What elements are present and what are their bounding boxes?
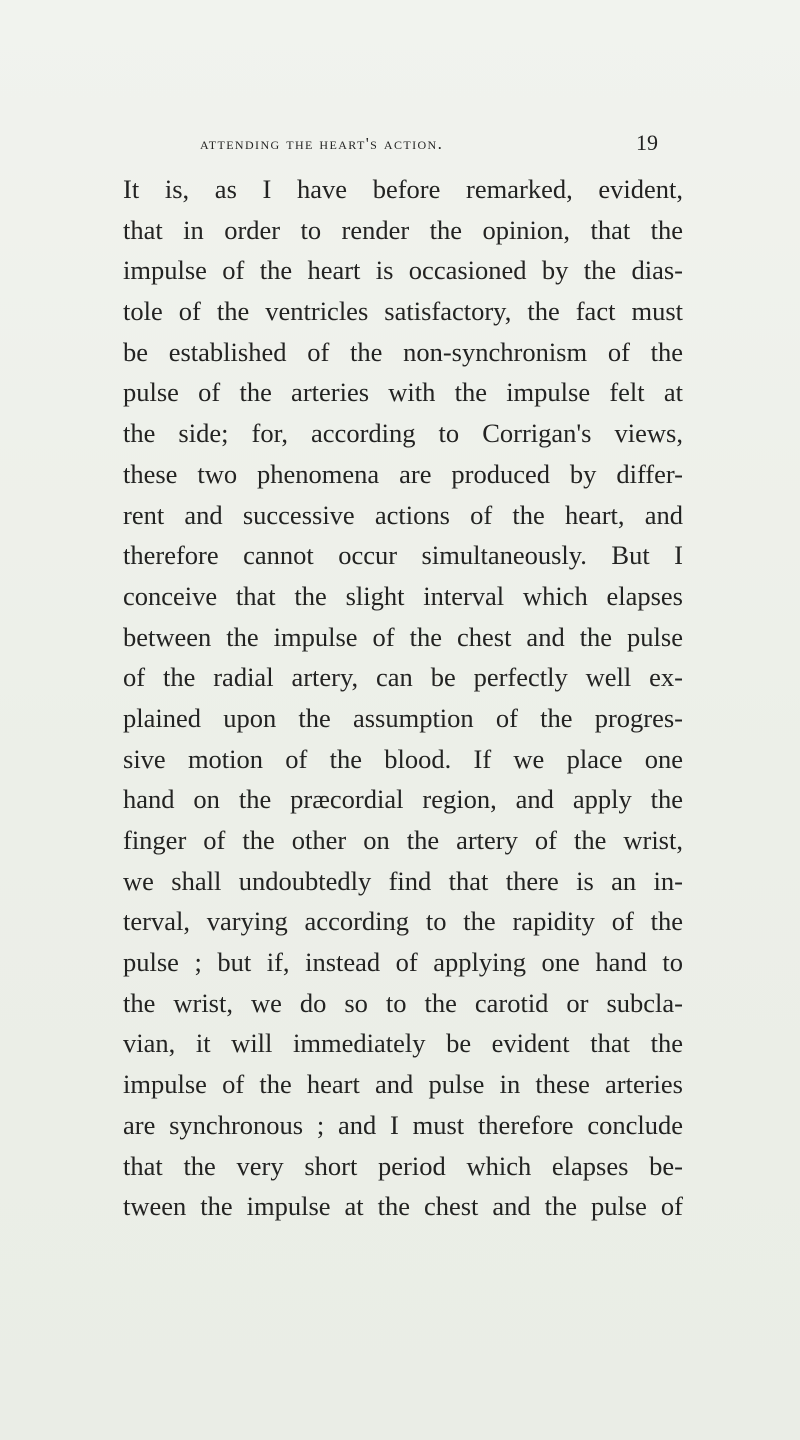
text-line: between the impulse of the chest and the pulse bbox=[123, 621, 683, 652]
text-line: vian, it will immediately be evident that the bbox=[123, 1028, 683, 1059]
text-line: of the radial artery, can be perfectly well ex- bbox=[123, 662, 683, 693]
running-title: attending the heart's action. bbox=[200, 134, 444, 153]
text-line: pulse of the arteries with the impulse felt at bbox=[123, 377, 683, 408]
text-line: sive motion of the blood. If we place one bbox=[123, 743, 683, 774]
page-number: 19 bbox=[636, 130, 658, 155]
text-line: tween the impulse at the chest and the pulse of bbox=[123, 1191, 683, 1222]
text-line: pulse ; but if, instead of applying one hand to bbox=[123, 947, 683, 978]
text-line: we shall undoubtedly find that there is an in- bbox=[123, 865, 683, 896]
text-line: impulse of the heart is occasioned by the dias- bbox=[123, 255, 683, 286]
text-line: hand on the præcordial region, and apply the bbox=[123, 784, 683, 815]
running-head bbox=[200, 128, 658, 164]
text-line: that the very short period which elapses be- bbox=[123, 1150, 683, 1181]
text-line: therefore cannot occur simultaneously. But I bbox=[123, 540, 683, 571]
text-line: the side; for, according to Corrigan's views, bbox=[123, 418, 683, 449]
text-line: plained upon the assumption of the progres- bbox=[123, 702, 683, 733]
text-line: It is, as I have before remarked, evident, bbox=[123, 174, 683, 204]
text-line: finger of the other on the artery of the wrist, bbox=[123, 825, 683, 855]
text-line: conceive that the slight interval which elapses bbox=[123, 580, 683, 611]
body-text bbox=[123, 169, 683, 1227]
text-line: these two phenomena are produced by differ- bbox=[123, 458, 683, 489]
text-line: are synchronous ; and I must therefore conclude bbox=[123, 1109, 683, 1140]
text-line: tole of the ventricles satisfactory, the fact must bbox=[123, 296, 683, 327]
text-line: rent and successive actions of the heart, and bbox=[123, 499, 683, 530]
text-line: the wrist, we do so to the carotid or subcla- bbox=[123, 987, 683, 1018]
text-line: that in order to render the opinion, that the bbox=[123, 214, 683, 245]
text-line: be established of the non-synchronism of the bbox=[123, 336, 683, 367]
text-line: terval, varying according to the rapidity of the bbox=[123, 906, 683, 937]
text-line: impulse of the heart and pulse in these arteries bbox=[123, 1069, 683, 1100]
